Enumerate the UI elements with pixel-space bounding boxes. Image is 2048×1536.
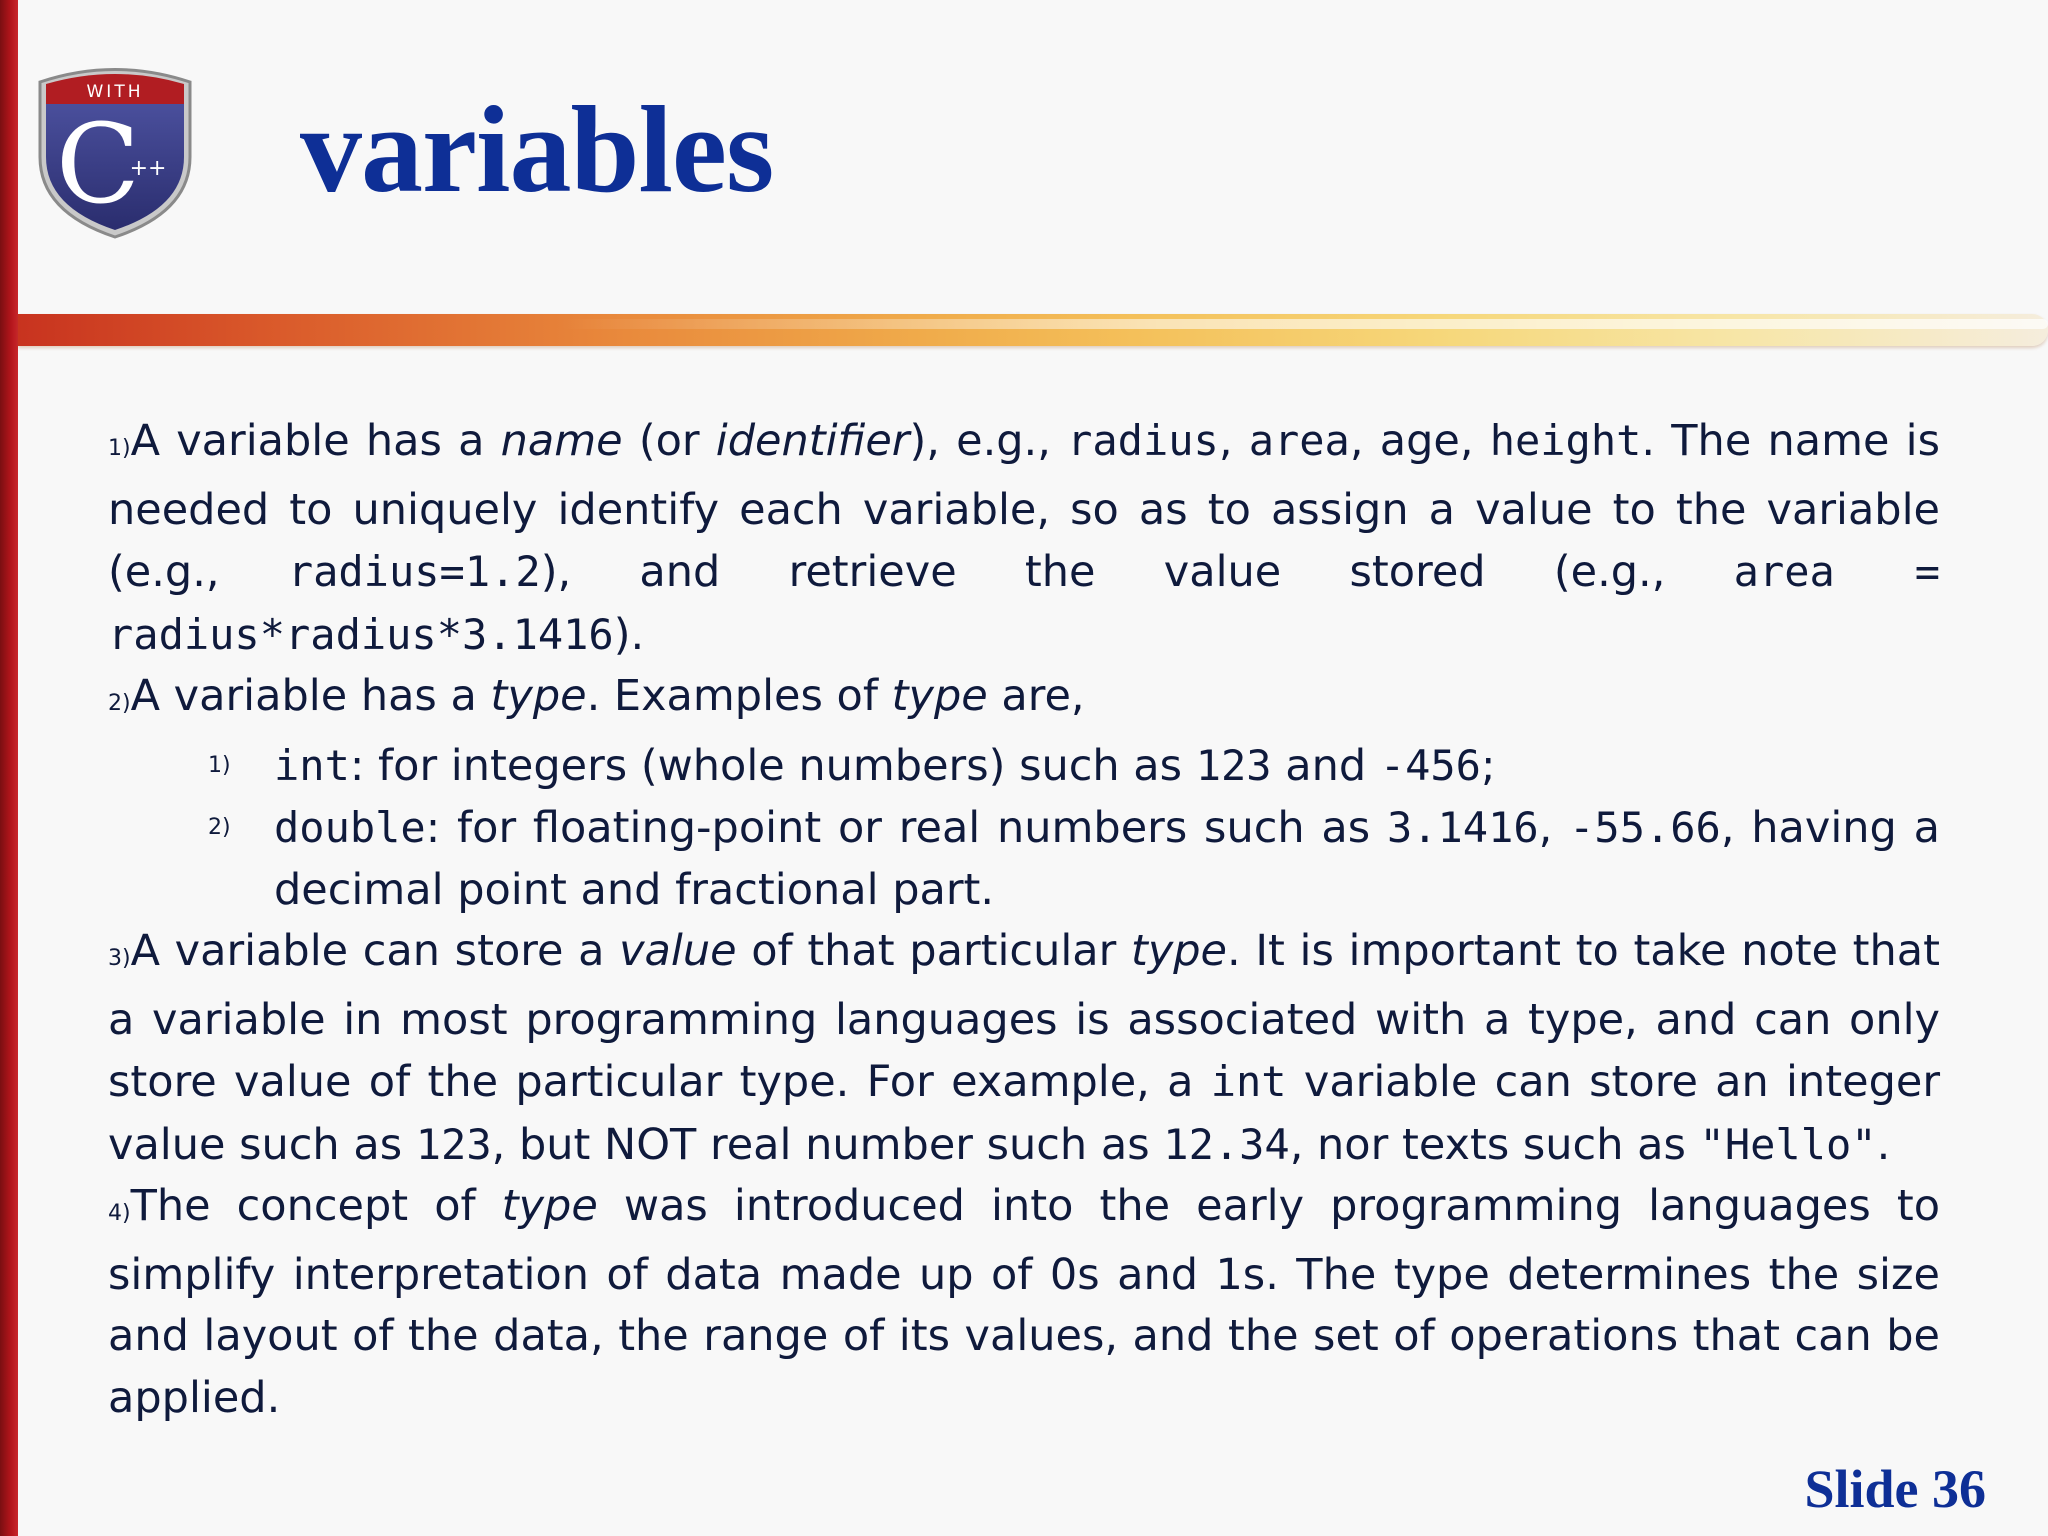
slide-number: Slide 36 [1804, 1459, 1986, 1519]
code-token: radius [1067, 416, 1219, 465]
code-token: int [274, 740, 350, 790]
sub-list-item: 1) int: for integers (whole numbers) such as 123 and -456; [108, 735, 1940, 798]
code-token: area = radius*radius*3.1416 [108, 547, 1941, 659]
code-token: 123 [1195, 740, 1272, 790]
code-token: "Hello" [1699, 1119, 1877, 1169]
logo-suffix: ++ [129, 156, 167, 181]
code-token: -55.66 [1569, 803, 1721, 852]
item-number: 2) [108, 691, 131, 716]
list-item: 2)A variable has a type. Examples of type are, [108, 671, 1085, 721]
sub-item-number: 2) [208, 815, 231, 840]
code-token: radius=1.2 [287, 547, 541, 596]
sub-item-number: 1) [208, 752, 231, 778]
code-token: int [1210, 1057, 1287, 1106]
logo-letter: C [55, 100, 141, 228]
code-token: -456 [1379, 740, 1481, 790]
list-item: 1)A variable has a name (or identifier), e.g., radius, area, age, height. The name is needed to uniquely identify each variable, so as to assign a value to the variable (e.g., radius=1.2), and retrieve the value stored (e.g., area = radius*radius*3.1416). [108, 416, 1941, 660]
left-accent-bar [0, 0, 18, 1536]
slide-body [108, 410, 1940, 1429]
code-token: 123 [415, 1119, 492, 1169]
code-token: 12.34 [1163, 1119, 1290, 1169]
slide-title: variables [300, 81, 774, 218]
item-number: 1) [108, 436, 131, 461]
logo-badge-text: WITH [86, 82, 144, 102]
cpp-logo [30, 62, 200, 242]
code-token: 3.1416 [1386, 803, 1539, 852]
code-token: double [274, 803, 426, 852]
code-token: height [1489, 416, 1642, 465]
list-item: 4)The concept of type was introduced into the early programming languages to simplify interpretation of data made up of 0s and 1s. The type determines the size and layout of the data, the range of its values, and the set of operations that can be applied. [108, 1181, 1940, 1423]
code-token: age [1379, 416, 1460, 466]
divider-highlight [560, 319, 2048, 329]
item-number: 3) [108, 946, 131, 971]
code-token: area [1248, 416, 1350, 465]
item-number: 4) [108, 1201, 131, 1226]
sub-list-item: 2) double: for floating-point or real numbers such as 3.1416, -55.66, having a decimal point and fractional part. [108, 797, 1940, 921]
list-item: 3)A variable can store a value of that particular type. It is important to take note that a variable in most programming languages is associated with a type, and can only store value of the particular type. For example, a int variable can store an integer value such as 123, but NOT real number such as 12.34, nor texts such as "Hello". [108, 926, 1940, 1170]
